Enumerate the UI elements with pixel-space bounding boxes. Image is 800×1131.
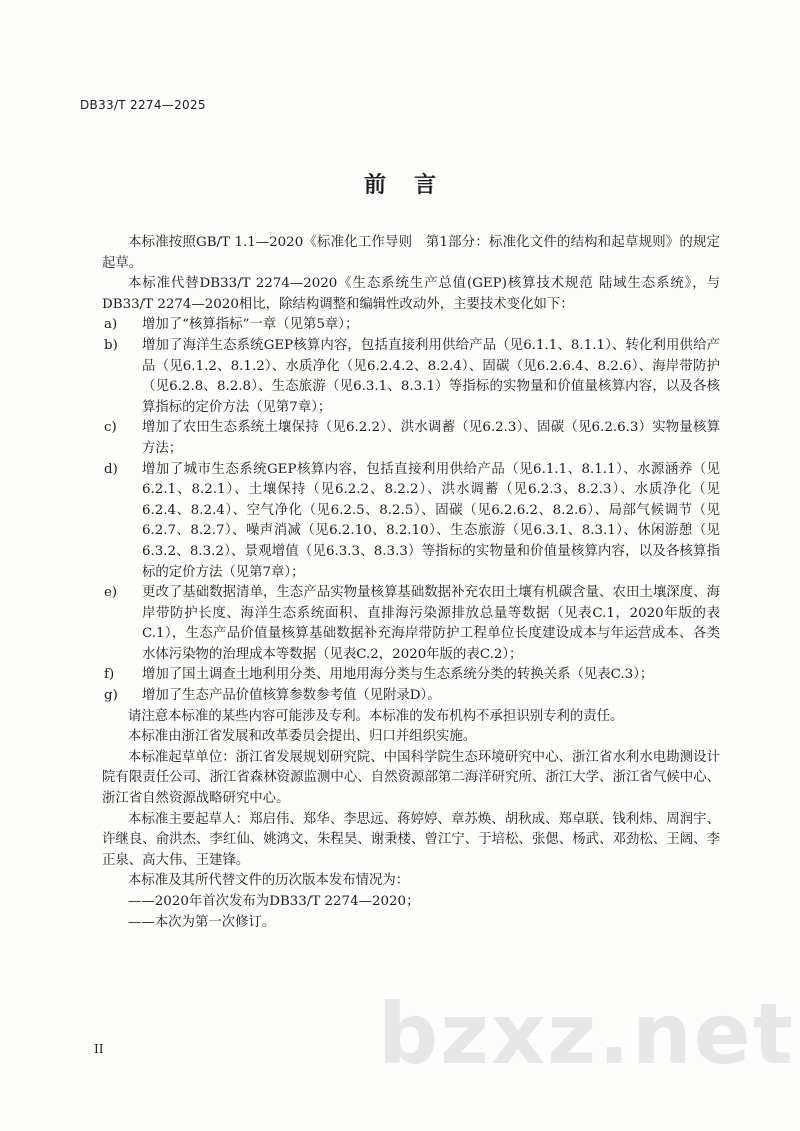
- list-item: [102, 665, 720, 686]
- list-item: [102, 686, 720, 707]
- list-item: [102, 583, 720, 665]
- list-item-text: 增加了“核算指标”一章（见第5章）；: [142, 317, 359, 333]
- list-item-text: 增加了生态产品价值核算参数参考值（见附录D）。: [142, 688, 441, 704]
- page-number: II: [94, 1042, 104, 1056]
- title-char: 言: [414, 173, 437, 198]
- title-char: 前: [363, 173, 386, 198]
- list-marker: f): [104, 667, 115, 683]
- paragraph-drafters: 本标准主要起草人：郑启伟、郑华、李思远、蒋婷婷、章苏焕、胡秋成、郑卓联、钱利炜、周润宇、许继良、俞洪杰、李红仙、姚鸿文、朱程昊、谢秉楼、曾江宁、于培松、张偲、杨武、邓劲松、王阔、李正泉、高大伟、王建锋。: [102, 811, 720, 868]
- standard-code-header: DB33/T 2274—2025: [80, 98, 206, 112]
- list-marker: e): [104, 585, 118, 601]
- list-marker: b): [104, 337, 118, 353]
- page-title: [0, 168, 800, 199]
- foreword-body: [102, 233, 720, 933]
- list-marker: d): [104, 461, 118, 477]
- paragraph-replacement: 本标准代替DB33/T 2274—2020《生态系统生产总值(GEP)核算技术规范 陆域生态系统》，与DB33/T 2274—2020相比，除结构调整和编辑性改动外，主要技术变化如下：: [102, 276, 720, 312]
- list-item-text: 增加了城市生态系统GEP核算内容，包括直接利用供给产品（见6.1.1、8.1.1）、水源涵养（见6.2.1、8.2.1）、土壤保持（见6.2.2、8.2.2）、洪水调蓄（见6.2.3、8.2.3）、水质净化（见6.2.4、8.2.4）、空气净化（见6.2.5、8.2.5）、固碳（见6.2.6.2、8.2.6）、局部气候调节（见6.2.7、8.2.7）、噪声消减（见6.2.10、8.2.10）、生态旅游（见6.3.1、8.3.1）、休闲游憩（见6.3.2、8.3.2）、景观增值（见6.3.3、8.3.3）等指标的实物量和价值量核算内容，以及各核算指标的定价方法（见第7章）；: [142, 461, 720, 580]
- paragraph-history-intro: 本标准及其所代替文件的历次版本发布情况为：: [128, 873, 410, 889]
- list-marker: c): [104, 420, 117, 436]
- list-marker: a): [104, 317, 118, 333]
- paragraph-drafting-units: 本标准起草单位：浙江省发展规划研究院、中国科学院生态环境研究中心、浙江省水利水电勘测设计院有限责任公司、浙江省森林资源监测中心、自然资源部第二海洋研究所、浙江大学、浙江省气候中心、浙江省自然资源战略研究中心。: [102, 749, 720, 807]
- watermark-text: bzxz.net: [378, 985, 795, 1083]
- paragraph-patent-notice: 请注意本标准的某些内容可能涉及专利。本标准的发布机构不承担识别专利的责任。: [128, 708, 624, 724]
- list-item-text: 更改了基础数据清单，生态产品实物量核算基础数据补充农田土壤有机碳含量、农田土壤深度、海岸带防护长度、海洋生态系统面积、直排海污染源排放总量等数据（见表C.1，2020年版的表C.1），生态产品价值量核算基础数据补充海岸带防护工程单位长度建设成本与年运营成本、各类水体污染物的治理成本等数据（见表C.2，2020年版的表C.2）；: [142, 585, 720, 662]
- list-item-text: 增加了国土调查土地利用分类、用地用海分类与生态系统分类的转换关系（见表C.3）；: [142, 667, 654, 683]
- paragraph-drafting-rules: 本标准按照GB/T 1.1—2020《标准化工作导则 第1部分：标准化文件的结构和起草规则》的规定起草。: [102, 235, 720, 271]
- list-item: [102, 336, 720, 418]
- changes-list: [102, 315, 720, 706]
- list-marker: g): [104, 688, 118, 704]
- paragraph-proposer: 本标准由浙江省发展和改革委员会提出、归口并组织实施。: [128, 729, 477, 745]
- list-item: [102, 315, 720, 336]
- list-item: [102, 460, 720, 584]
- list-item-text: 增加了海洋生态系统GEP核算内容，包括直接利用供给产品（见6.1.1、8.1.1）、转化利用供给产品（见6.1.2、8.1.2）、水质净化（见6.2.4.2、8.2.4）、固碳（见6.2.6.4、8.2.6）、海岸带防护（见6.2.8、8.2.8）、生态旅游（见6.3.1、8.3.1）等指标的实物量和价值量核算内容，以及各核算指标的定价方法（见第7章）；: [142, 337, 720, 415]
- history-item: ——本次为第一次修订。: [128, 914, 276, 930]
- history-item: ——2020年首次发布为DB33/T 2274—2020；: [128, 894, 420, 909]
- list-item-text: 增加了农田生态系统土壤保持（见6.2.2）、洪水调蓄（见6.2.3）、固碳（见6.2.6.3）实物量核算方法；: [142, 420, 720, 456]
- list-item: [102, 418, 720, 459]
